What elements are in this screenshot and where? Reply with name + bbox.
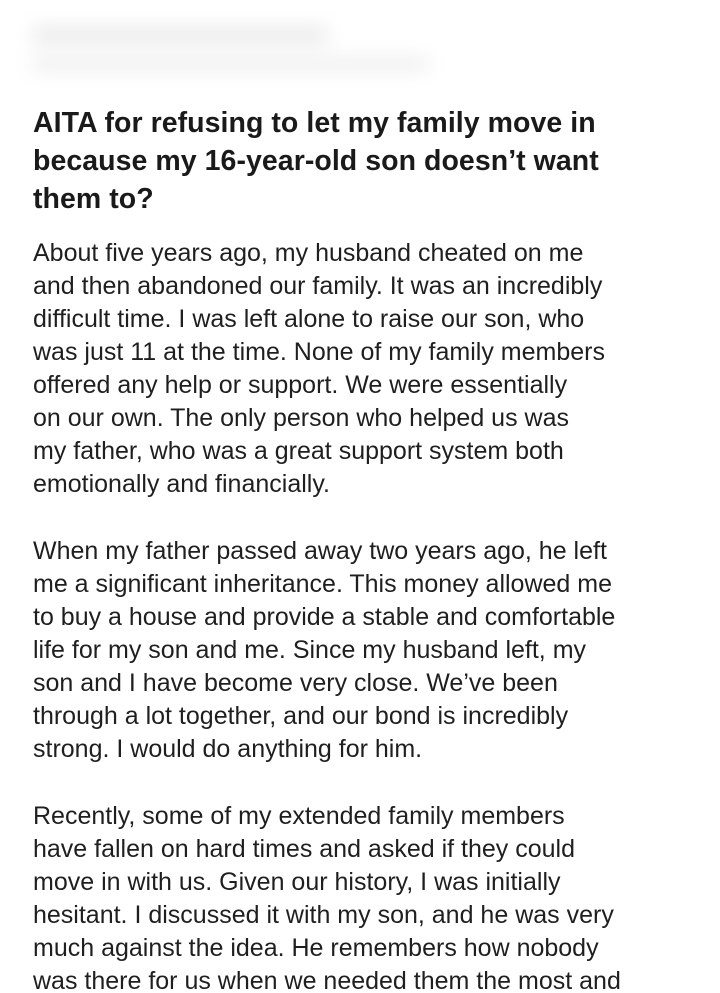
post-title: AITA for refusing to let my family move in because my 16-year-old son doesn’t want them to? — [33, 107, 599, 215]
blurred-header-line — [30, 26, 330, 44]
blurred-header-line — [30, 56, 430, 72]
blurred-header — [20, 18, 440, 82]
post-paragraph: About five years ago, my husband cheated on me and then abandoned our family. It was an incredibly difficult time. I was left alone to raise our son, who was just 11 at the time. None of my family members offered any help or support. We were essentially on our own. The only person who helped us was my father, who was a great support system both emotionally and financially. — [33, 239, 605, 498]
post-paragraph: Recently, some of my extended family members have fallen on hard times and asked if they could move in with us. Given our history, I was initially hesitant. I discussed it with my son, and he was very much against the idea. He remembers how nobody was there for us when we needed them the most and — [33, 802, 621, 993]
post-body — [33, 237, 701, 993]
post-paragraph: When my father passed away two years ago, he left me a significant inheritance. This money allowed me to buy a house and provide a stable and comfortable life for my son and me. Since my husband left, my son and I have become very close. We’ve been through a lot together, and our bond is incredibly strong. I would do anything for him. — [33, 537, 616, 763]
